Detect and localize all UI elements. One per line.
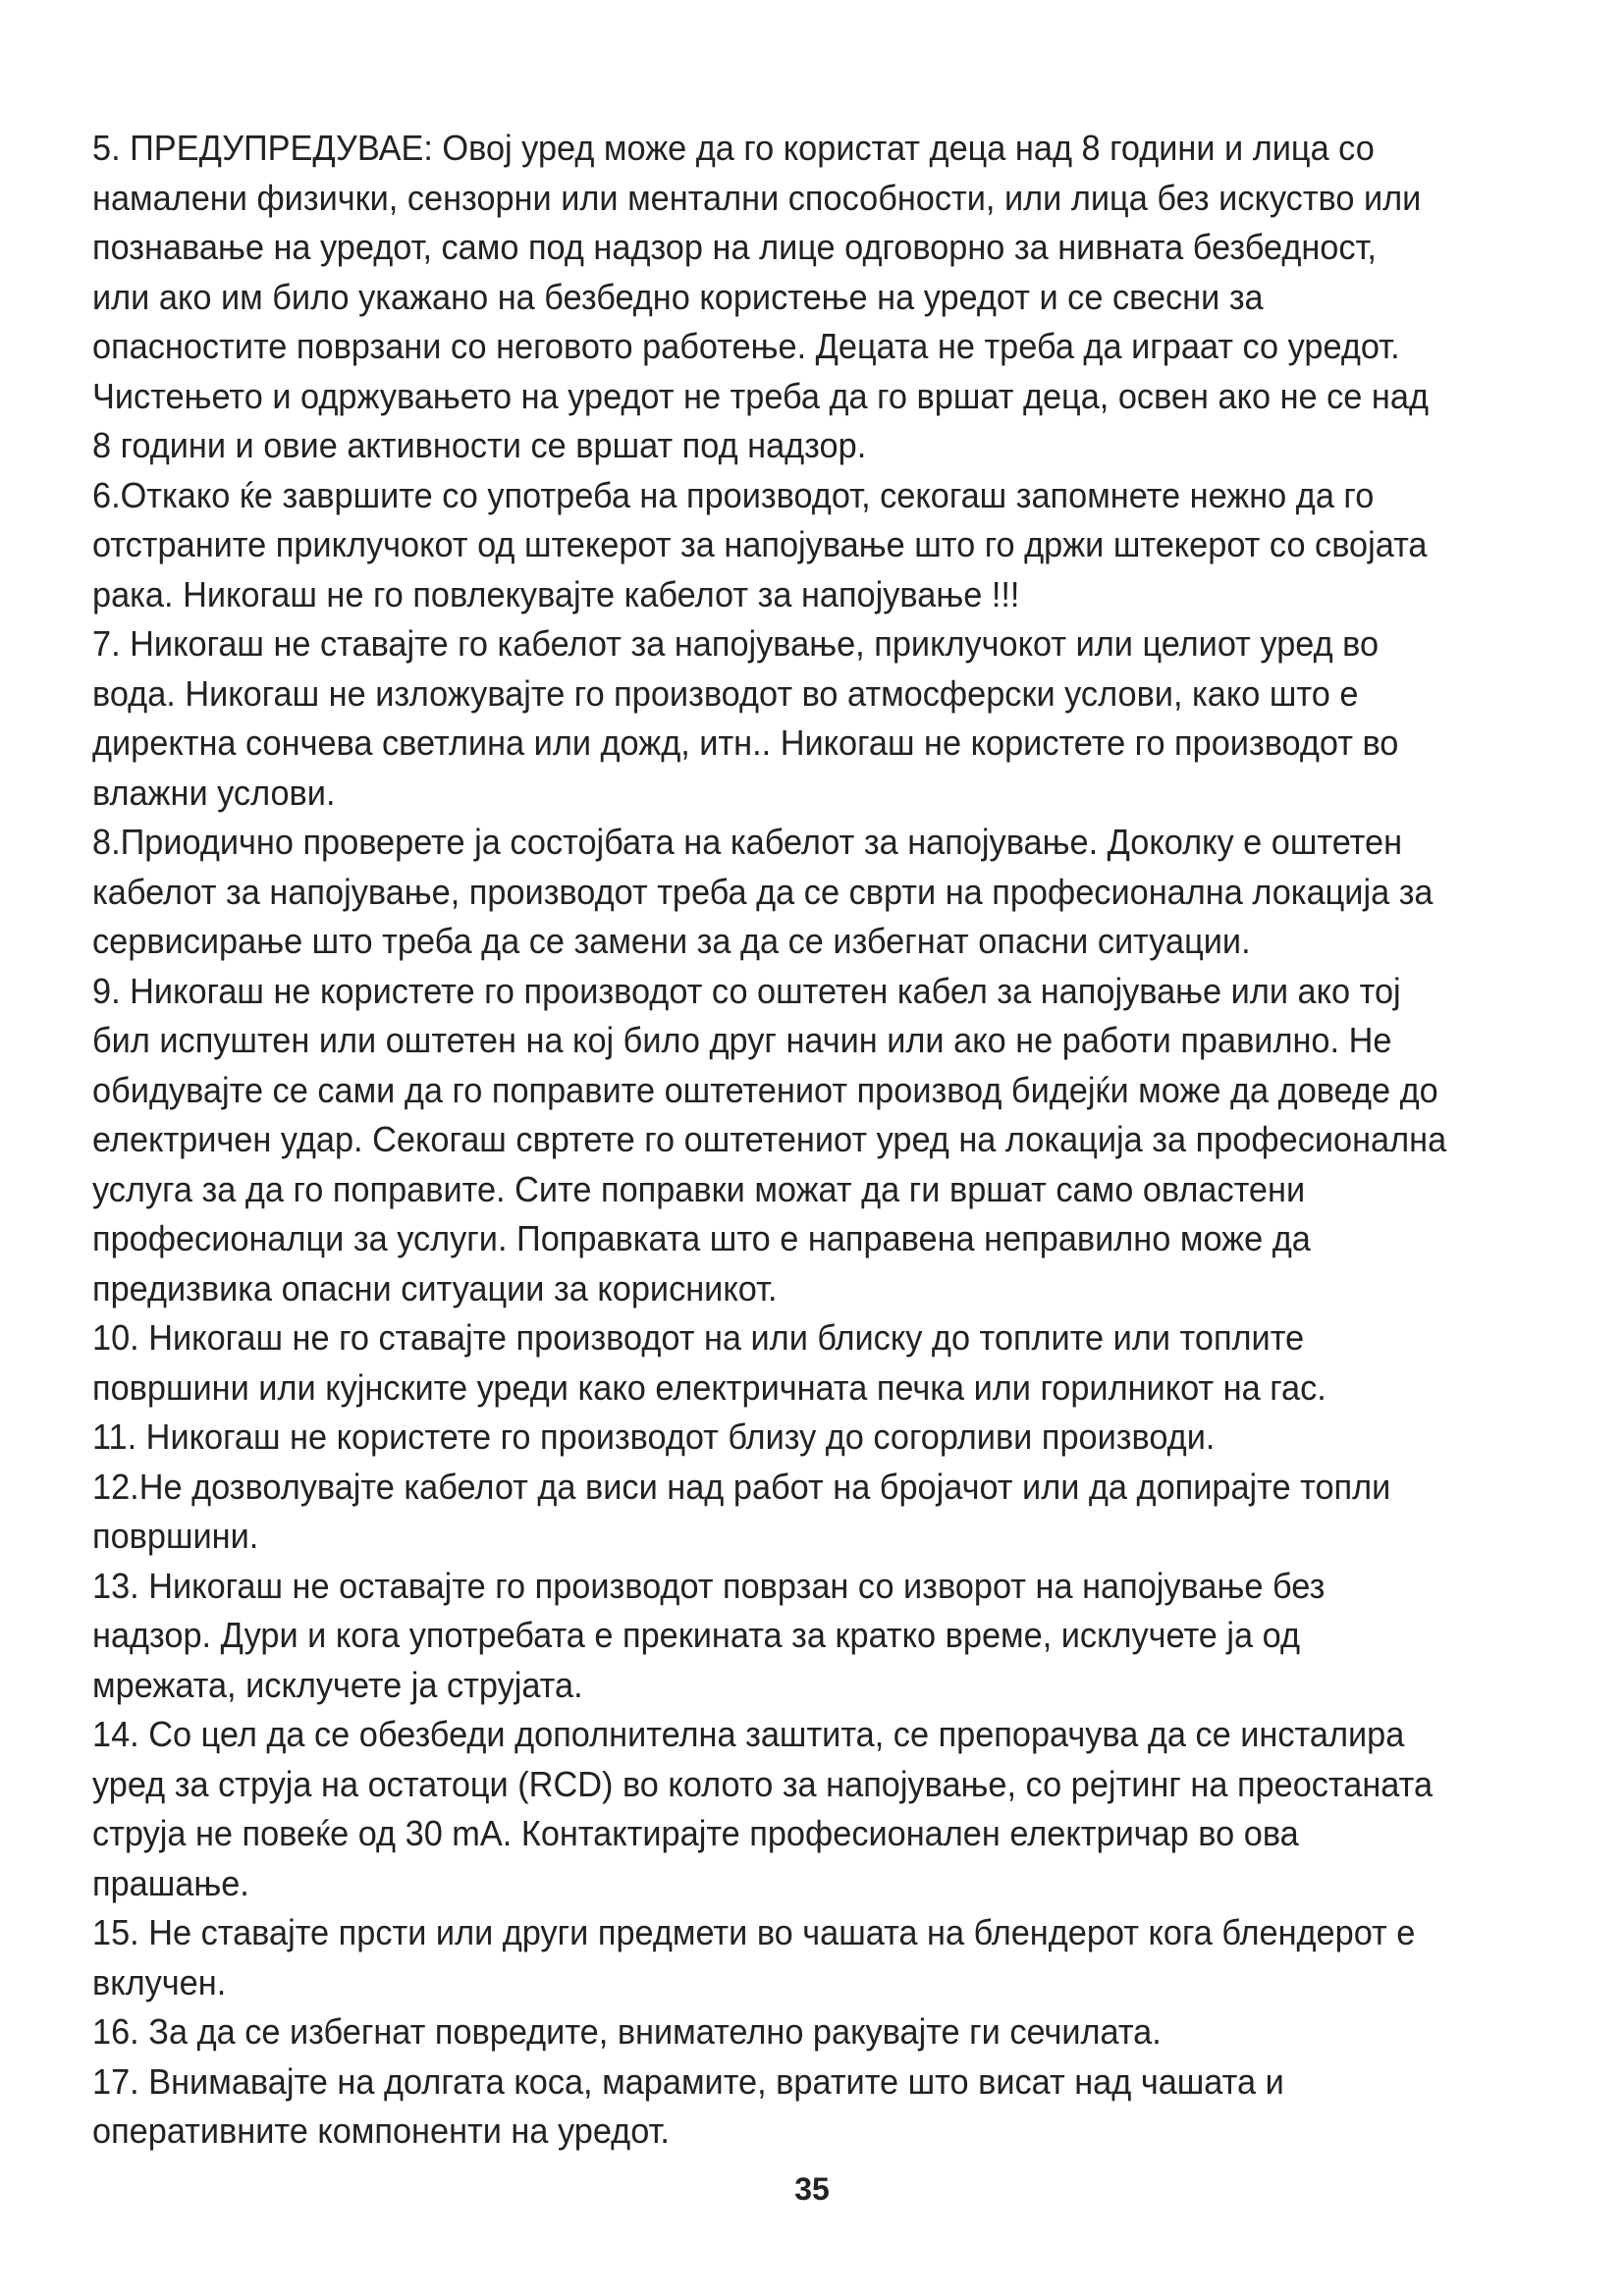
- paragraph-item-9: [92, 967, 1477, 1314]
- text-line: кабелот за напојување, производот треба да се сврти на професионална локација за: [92, 871, 1434, 912]
- text-line: или ако им било укажано на безбедно користење на уредот и се свесни за: [92, 276, 1264, 317]
- paragraph-item-8: [92, 818, 1477, 967]
- paragraph-item-17: [92, 2057, 1477, 2157]
- text-line: површини.: [92, 1516, 259, 1556]
- text-line: електричен удар. Секогаш свртете го оштетениот уред на локација за професионална: [92, 1119, 1447, 1159]
- text-line: вклучен.: [92, 1961, 227, 2002]
- paragraph-item-10: [92, 1313, 1477, 1413]
- text-line: Чистењето и одржувањето на уредот не треба да го вршат деца, освен ако не се над: [92, 375, 1429, 416]
- text-line: отстраните приклучокот од штекерот за напојување што го држи штекерот со својата: [92, 524, 1428, 564]
- paragraph-item-13: [92, 1562, 1477, 1711]
- text-line: струја не повеќе од 30 mA. Контактирајте професионален електричар во ова: [92, 1813, 1299, 1853]
- text-line: оперативните компоненти на уредот.: [92, 2110, 670, 2151]
- text-line: обидувајте се сами да го поправите оштетениот производ бидејќи може да доведе до: [92, 1069, 1438, 1110]
- text-line: сервисирање што треба да се замени за да се избегнат опасни ситуации.: [92, 921, 1251, 961]
- text-line: 6.Откако ќе завршите со употреба на производот, секогаш запомнете нежно да го: [92, 474, 1375, 515]
- text-line: 10. Никогаш не го ставајте производот на или блиску до топлите или топлите: [92, 1317, 1305, 1358]
- text-line: 7. Никогаш не ставајте го кабелот за напојување, приклучокот или целиот уред во: [92, 623, 1380, 664]
- text-line: професионалци за услуги. Поправката што е направена неправилно може да: [92, 1218, 1311, 1258]
- paragraph-item-11: [92, 1413, 1477, 1463]
- paragraph-item-6: [92, 471, 1477, 620]
- text-line: 16. За да се избегнат повредите, внимателно ракувајте ги сечилата.: [92, 2011, 1162, 2052]
- text-line: 8 години и овие активности се вршат под надзор.: [92, 425, 867, 465]
- text-line: мрежата, исклучете ја струјата.: [92, 1664, 583, 1705]
- text-line: предизвика опасни ситуации за корисникот.: [92, 1267, 778, 1308]
- text-line: 15. Не ставајте прсти или други предмети во чашата на блендерот кога блендерот е: [92, 1912, 1416, 1952]
- text-line: опасностите поврзани со неговото работење. Децата не треба да играат со уредот.: [92, 326, 1400, 366]
- text-line: 13. Никогаш не оставајте го производот поврзан со изворот на напојување без: [92, 1565, 1326, 1606]
- paragraph-item-15: [92, 1908, 1477, 2007]
- text-line: 14. Со цел да се обезбеди дополнителна заштита, се препорачува да се инсталира: [92, 1714, 1405, 1754]
- text-line: намалени физички, сензорни или ментални способности, или лица без искуство или: [92, 177, 1422, 218]
- paragraph-item-5: [92, 124, 1477, 471]
- text-line: прашање.: [92, 1862, 249, 1903]
- page-number: 35: [794, 2171, 830, 2207]
- text-line: познавање на уредот, само под надзор на лице одговорно за нивната безбедност,: [92, 227, 1377, 267]
- text-line: 11. Никогаш не користете го производот близу до согорливи производи.: [92, 1416, 1216, 1457]
- text-line: рака. Никогаш не го повлекувајте кабелот за напојување !!!: [92, 573, 1020, 614]
- paragraph-item-12: [92, 1463, 1477, 1562]
- text-line: површини или кујнските уреди како електричната печка или горилникот на гас.: [92, 1366, 1326, 1408]
- paragraph-item-16: [92, 2007, 1477, 2057]
- text-line: надзор. Дури и кога употребата е прекината за кратко време, исклучете ја од: [92, 1615, 1301, 1655]
- text-line: влажни услови.: [92, 772, 336, 813]
- paragraph-item-14: [92, 1710, 1477, 1908]
- text-line: 8.Приодично проверете ја состојбата на кабелот за напојување. Доколку е оштетен: [92, 822, 1403, 862]
- text-line: услуга за да го поправите. Сите поправки можат да ги вршат само овластени: [92, 1168, 1306, 1209]
- text-line: 17. Внимавајте на долгата коса, марамите, вратите што висат над чашата и: [92, 2060, 1284, 2102]
- text-line: уред за струја на остатоци (RCD) во колото за напојување, со рејтинг на преостаната: [92, 1763, 1434, 1804]
- text-line: 5. ПРЕДУПРЕДУВАЕ: Овој уред може да го користат деца над 8 години и лица со: [92, 128, 1375, 168]
- text-line: директна сончева светлина или дожд, итн.. Никогаш не користете го производот во: [92, 722, 1399, 763]
- text-line: бил испуштен или оштетен на кој било друг начин или ако не работи правилно. Не: [92, 1020, 1392, 1060]
- text-line: вода. Никогаш не изложувајте го производот во атмосферски услови, како што е: [92, 672, 1359, 714]
- paragraph-item-7: [92, 619, 1477, 818]
- document-body: [92, 124, 1477, 2157]
- text-line: 9. Никогаш не користете го производот со оштетен кабел за напојување или ако тој: [92, 970, 1401, 1011]
- text-line: 12.Не дозволувајте кабелот да виси над работ на бројачот или да допирајте топли: [92, 1466, 1391, 1507]
